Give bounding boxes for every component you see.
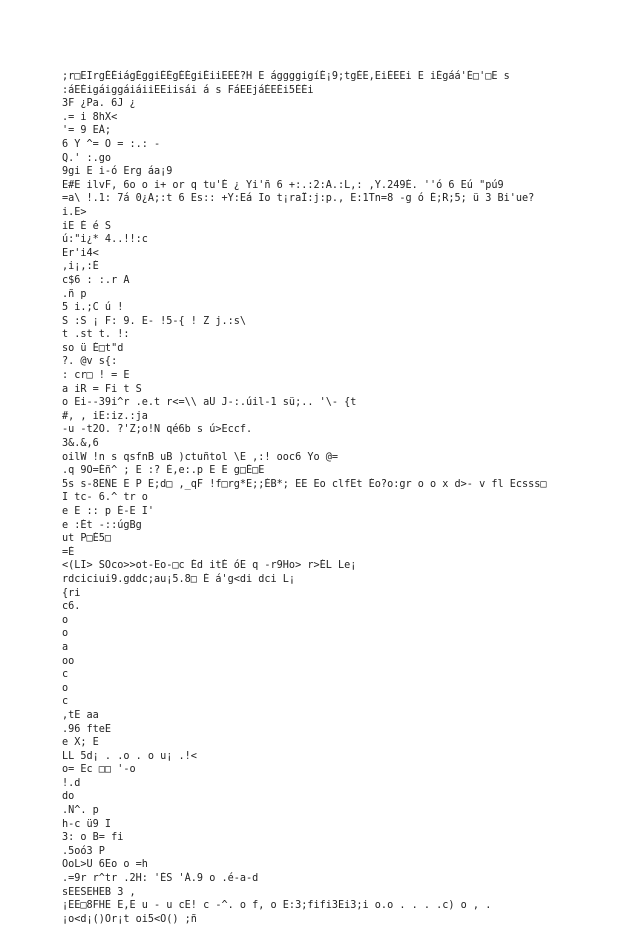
text-line: ut P□É5□ xyxy=(62,533,112,545)
text-line: c$6 : :.r A xyxy=(62,274,130,286)
text-line: c xyxy=(62,669,69,681)
text-line: sEESEHEB 3 , xyxy=(62,886,136,898)
text-line: o Ei--39i^r .e.t r<=\\ aU J-:.úil-1 sü;.. '\- {t xyxy=(62,397,357,409)
text-line: ú:"i¿* 4..!!:c xyxy=(62,234,148,246)
text-line: so ü É□t"d xyxy=(62,342,124,354)
text-line: .5oó3 P xyxy=(62,845,105,857)
text-line: a xyxy=(62,641,69,653)
document-text-block xyxy=(62,70,622,926)
text-line: .ñ p xyxy=(62,288,87,300)
text-line: =É xyxy=(62,546,75,558)
text-line: e E :: p É-E I' xyxy=(62,506,155,517)
text-line: do xyxy=(62,791,75,803)
text-line: t .st t. !: xyxy=(62,329,130,341)
text-line: e X; E xyxy=(62,737,99,749)
text-line: o xyxy=(62,614,69,626)
text-line: iE É é S xyxy=(62,220,112,232)
text-line: -u -t2O. ?'Z;o!N qé6b s ú>Eccf. xyxy=(62,424,253,436)
text-line: <(LI> SOco>>ot-Eo-□c Éd itÉ óE q -r9Ho> r>ÉL Le¡ xyxy=(62,560,357,572)
text-line: '= 9 EÁ; xyxy=(62,125,112,137)
text-line: I tc- 6.^ tr o xyxy=(62,492,148,504)
text-line: o xyxy=(62,628,69,640)
text-line: S :S ¡ F: 9. E- !5-{ ! Z j.:s\ xyxy=(62,315,247,327)
text-line: rdciciui9.gddc;au¡5.8□ É á'g<di dci L¡ xyxy=(62,573,296,585)
text-line: Er'i4< xyxy=(62,247,99,259)
text-line: oilW !n s qsfnB uB )ctuñtol \E ,:! ooc6 Yo @= xyxy=(62,451,339,463)
text-line: .96 fteE xyxy=(62,723,112,735)
text-line: .=9r r^tr .2H: 'ÉS 'Á.9 o .é-a-d xyxy=(62,873,259,885)
text-line: ¡o<d¡()Or¡t oi5<O() ;ñ xyxy=(62,913,197,925)
text-line: c xyxy=(62,696,69,708)
text-line: :áEÉigáiggáiáiiEEiisái á s FáEEjáÉEÉi5ÉÉi xyxy=(62,84,314,96)
text-line: c6. xyxy=(62,601,81,613)
text-line: ¡EE□8FHE E,E u - u cE! c -^. o f, o E:3;fifi3Ei3;i o.o . . . .c) o , . xyxy=(62,900,492,912)
text-line: i.E> xyxy=(62,206,87,218)
text-line: 3: o B= fi xyxy=(62,832,124,844)
text-line: ;r□EIrgÉÉiágÉggiÉÉgÉÉgiÉiiEEÉ?H E ággggigíÉ¡9;tgÉE,EiÉEEi E iÉgáá'É□'□E s xyxy=(62,71,510,82)
text-line: oo xyxy=(62,655,75,667)
text-line: LL 5d¡ . .o . o u¡ .!< xyxy=(62,750,197,762)
text-line: E#E ilvF, 6o o i+ or q tu'É ¿ Yi'ñ 6 +:.:2:A.:L,: ,Y.249É. ''ó 6 Eú "pú9 xyxy=(62,179,504,191)
text-line: .q 9O=Éñ^ ; E :? É,e:.p E E g□É□E xyxy=(62,465,265,477)
text-line: o xyxy=(62,682,69,694)
text-line: Q.' :.go xyxy=(62,152,112,164)
text-line: .= i 8hX< xyxy=(62,111,118,123)
text-line: e :Ét -::úgBg xyxy=(62,519,142,531)
text-line: #, , iE:iz.:ja xyxy=(62,410,148,422)
text-line: 3F ¿Pa. 6J ¿ xyxy=(62,98,136,110)
text-line: 5s s-8EÑE E P E;d□ ,_qF !f□rg*E;;ÉB*; EE Eo clfEt Éo?o:gr o o x d>- v fl Ecsss□ xyxy=(62,478,547,490)
text-line: !.d xyxy=(62,777,81,789)
text-line: 5 i.;C ú ! xyxy=(62,302,124,314)
text-line: {ri xyxy=(62,587,81,599)
text-line: ?. @v s{: xyxy=(62,356,118,368)
text-line: .N^. p xyxy=(62,805,99,817)
text-line: =a\ !.1: 7á 0¿A;:t 6 Es:: +Y:Eá Io t¡raÎ:j:p., E:1Tn=8 -g ó É;R;5; ü 3 Bi'ue? xyxy=(62,193,535,205)
text-line: a iR = Fi t S xyxy=(62,383,142,395)
text-line: : cr□ ! = E xyxy=(62,370,130,382)
text-line: 6 Y ^= O = :.: - xyxy=(62,138,161,150)
text-line: OoL>U 6Eo o =h xyxy=(62,859,148,871)
text-line: o= Ec □□ '-o xyxy=(62,764,136,776)
text-line: ,tE aa xyxy=(62,709,99,721)
text-line: 9gi E i-ó Erg áa¡9 xyxy=(62,166,173,178)
text-line: ,i¡,:É xyxy=(62,261,99,273)
text-line: h-c ü9 I xyxy=(62,818,112,830)
text-line: 3&.&,6 xyxy=(62,438,99,450)
